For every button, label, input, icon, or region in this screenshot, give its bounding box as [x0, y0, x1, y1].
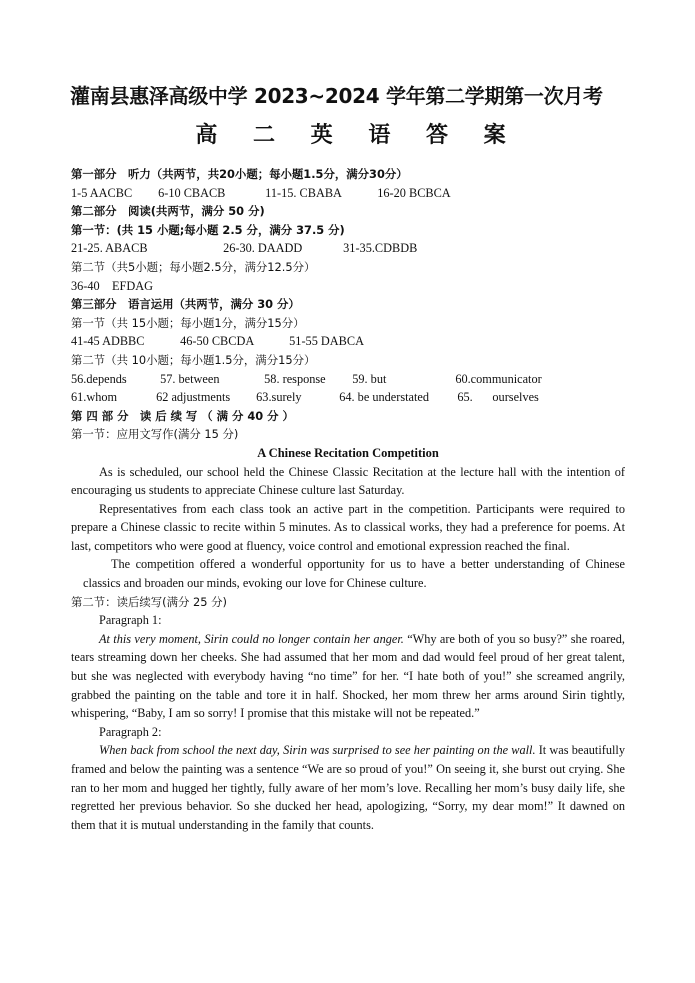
essay-paragraph-2: Representatives from each class took an active part in the competition. Participants were required to prepare a Chinese classic to recite within 5 minutes. As to classical works, they had a preference for poems. At last, competitors who were good at fluency, voice control and emotional expression reached the final. [71, 501, 625, 553]
continuation-paragraph-2 [71, 741, 625, 834]
answer-16-20: 16-20 BCBCA [377, 185, 451, 200]
part3-section2-heading: 第二节（共 10小题；每小题1.5分，满分15分） [71, 352, 316, 367]
answer-51-55: 51-55 DABCA [289, 334, 364, 349]
paragraph-2-text: It was beautifully framed and below the painting was a sentence “We are so proud of you!” On seeing it, she burst out crying. She ran to her mom and hugged her tightly, fully aware of her mom’s love. Recalling her mom’s busy daily life, she regretted her previous behavior. So she ducked her head, apologizing, “Sorry, my dear mom!” It dawned on them that it is mutual understanding in the family that counts. [71, 743, 625, 832]
answer-65: ourselves [492, 390, 539, 405]
answer-11-15: 11-15. CBABA [265, 185, 342, 200]
part3-section1-heading: 第一节（共 15小题；每小题1分，满分15分） [71, 315, 305, 330]
part2-heading: 第二部分 阅读(共两节，满分 50 分) [71, 204, 265, 219]
part4-section1-heading: 第一节：应用文写作(满分 15 分) [71, 427, 239, 442]
exam-subtitle [0, 118, 695, 149]
subtitle-text: 高 二 英 语 答 案 [195, 123, 520, 148]
answer-body [71, 165, 625, 834]
essay-paragraph-3: The competition offered a wonderful opportunity for us to have a better understanding of Chinese classics and broaden our minds, evoking our love for Chinese culture. [83, 557, 625, 591]
answer-1-5: 1-5 AACBC [71, 185, 133, 200]
part3-section2-row1 [71, 370, 625, 389]
answer-63: 63.surely [256, 390, 302, 405]
continuation-paragraph-1 [71, 630, 625, 723]
part2-section2-answers: 36-40 EFDAG [71, 278, 153, 293]
answer-46-50: 46-50 CBCDA [180, 334, 255, 349]
part4-heading: 第 四 部 分 读 后 续 写 （ 满 分 40 分 ） [71, 408, 294, 423]
part2-section1-answers [71, 239, 625, 258]
part3-section1-answers [71, 332, 625, 351]
essay-paragraph-1: As is scheduled, our school held the Chinese Classic Recitation at the lecture hall with the intention of encouraging us students to appreciate Chinese culture last Saturday. [71, 464, 625, 498]
part2-section2-heading: 第二节（共5小题；每小题2.5分，满分12.5分） [71, 259, 316, 274]
answer-65-label: 65. [457, 390, 473, 405]
part2-section1-heading: 第一节：(共 15 小题;每小题 2.5 分，满分 37.5 分) [71, 222, 345, 237]
part4-section2-heading: 第二节：读后续写(满分 25 分) [71, 594, 227, 609]
answer-41-45: 41-45 ADBBC [71, 334, 145, 349]
paragraph-2-lead: When back from school the next day, Sirin was surprised to see her painting on the wall. [99, 743, 536, 758]
answer-57: 57. between [160, 371, 220, 386]
answer-64: 64. be understated [339, 390, 430, 405]
part1-answers [71, 184, 625, 203]
paragraph-1-label: Paragraph 1: [99, 613, 162, 628]
answer-31-35: 31-35.CDBDB [343, 241, 418, 256]
part3-heading: 第三部分 语言运用（共两节，满分 30 分） [71, 297, 300, 312]
answer-59: 59. but [352, 371, 387, 386]
answer-61: 61.whom [71, 390, 118, 405]
paragraph-2-label: Paragraph 2: [99, 724, 162, 739]
paragraph-1-text: “Why are both of you so busy?” she roared, tears streaming down her cheeks. She had assumed that her mom and dad would feel proud of her great talent, but she was neglected with everybody having “no time” for her. “I hate both of you!” she screamed angrily, grabbed the painting on the table and tore it in half. Shocked, her mom threw her arms around Sirin tightly, whispering, “Baby, I am so sorry! I promise that this mistake will not be repeated.” [71, 631, 625, 721]
answer-26-30: 26-30. DAADD [223, 241, 303, 256]
answer-58: 58. response [264, 371, 326, 386]
answer-62: 62 adjustments [156, 390, 231, 405]
answer-56: 56.depends [71, 371, 127, 386]
answer-21-25: 21-25. ABACB [71, 241, 148, 256]
paragraph-1-lead: At this very moment, Sirin could no longer contain her anger. [99, 631, 404, 646]
essay-title: A Chinese Recitation Competition [257, 445, 439, 460]
answer-60: 60.communicator [455, 371, 542, 386]
part1-heading: 第一部分 听力（共两节，共20小题；每小题1.5分，满分30分） [71, 167, 408, 181]
part3-section2-row2 [71, 388, 625, 407]
answer-6-10: 6-10 CBACB [158, 185, 226, 200]
exam-title: 灌南县惠泽高级中学 2023~2024 学年第二学期第一次月考 [70, 84, 603, 108]
